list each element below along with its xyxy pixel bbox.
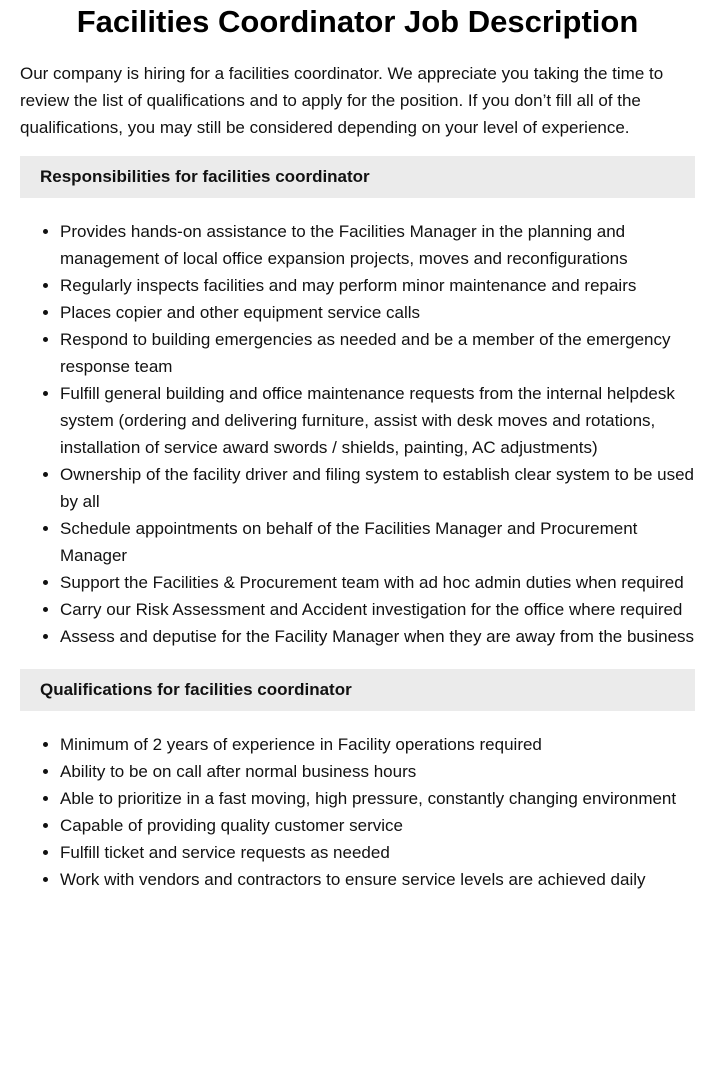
list-item: • Carry our Risk Assessment and Accident investigation for the office where required [60, 596, 695, 623]
responsibilities-heading: Responsibilities for facilities coordinator [20, 156, 695, 198]
intro-paragraph: Our company is hiring for a facilities coordinator. We appreciate you taking the time to review the list of qualifications and to apply for the position. If you don’t fill all of the qualifications, you may still be considered depending on your level of experience. [20, 64, 664, 137]
responsibilities-list [20, 218, 695, 650]
list-item: • Ownership of the facility driver and filing system to establish clear system to be used by all [60, 461, 695, 515]
list-item: • Minimum of 2 years of experience in Facility operations required [60, 731, 695, 758]
list-item: • Respond to building emergencies as needed and be a member of the emergency response team [60, 326, 695, 380]
list-item: • Fulfill ticket and service requests as needed [60, 839, 695, 866]
list-item: • Ability to be on call after normal business hours [60, 758, 695, 785]
list-item: • Capable of providing quality customer service [60, 812, 695, 839]
list-item: • Places copier and other equipment service calls [60, 299, 695, 326]
qualifications-list [20, 731, 695, 893]
list-item: • Provides hands-on assistance to the Facilities Manager in the planning and management of local office expansion projects, moves and reconfigurations [60, 218, 695, 272]
list-item: • Work with vendors and contractors to ensure service levels are achieved daily [60, 866, 695, 893]
qualifications-heading: Qualifications for facilities coordinator [20, 669, 695, 711]
list-item: • Fulfill general building and office maintenance requests from the internal helpdesk system (ordering and delivering furniture, assist with desk moves and rotations, installation of service award swords / shields, painting, AC adjustments) [60, 380, 695, 461]
list-item: • Able to prioritize in a fast moving, high pressure, constantly changing environment [60, 785, 695, 812]
list-item: • Assess and deputise for the Facility Manager when they are away from the business [60, 623, 695, 650]
page-title: Facilities Coordinator Job Description [76, 4, 639, 39]
list-item: • Schedule appointments on behalf of the Facilities Manager and Procurement Manager [60, 515, 695, 569]
list-item: • Support the Facilities & Procurement team with ad hoc admin duties when required [60, 569, 695, 596]
list-item: • Regularly inspects facilities and may perform minor maintenance and repairs [60, 272, 695, 299]
